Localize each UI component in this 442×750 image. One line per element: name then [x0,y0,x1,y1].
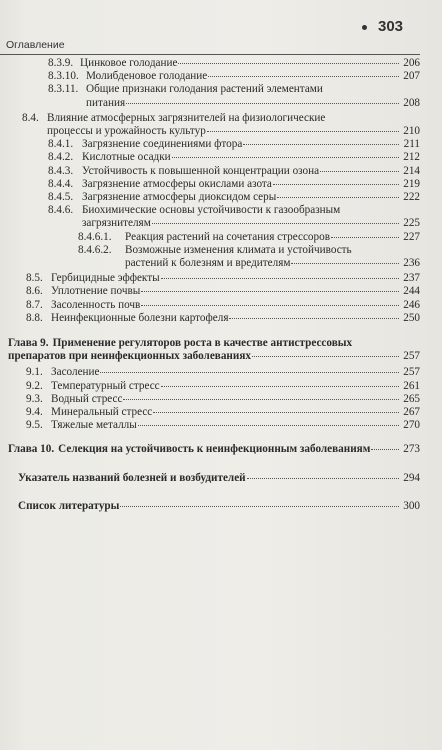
dot-leader [161,385,399,387]
toc-entry-title: Список литературы [18,499,120,512]
toc-entry-page: 214 [403,164,420,177]
toc-entry-title: Возможные изменения климата и устойчивость [125,243,352,256]
toc-entry-number: 8.4. [22,111,39,124]
toc-entry-page: 244 [403,285,420,298]
toc-entry-page: 257 [403,350,420,363]
toc-entry-title-continued: процессы и урожайность культур [47,125,206,138]
toc-entry [0,70,420,83]
dot-leader [141,304,399,306]
toc-entry [0,244,420,270]
dot-leader [291,262,399,264]
table-of-contents [0,57,420,513]
toc-entry-title: Устойчивость к повышенной концентрации озона [82,164,320,177]
toc-entry [0,83,420,109]
toc-entry [0,165,420,178]
toc-entry-number: 8.7. [26,298,43,311]
toc-entry-title: Гербицидные эффекты [51,272,160,285]
toc-entry-page: 250 [403,311,420,324]
toc-entry [0,272,420,285]
toc-entry-page: 227 [403,230,420,243]
dot-leader [208,75,399,77]
toc-entry-title: Кислотные осадки [82,151,171,164]
dot-leader [100,371,399,373]
toc-entry [0,443,420,456]
toc-entry [0,138,420,151]
toc-entry-number: 8.6. [26,285,43,298]
dot-leader [331,236,399,238]
dot-leader [207,130,399,132]
toc-entry-page: 210 [403,125,420,138]
toc-entry [0,204,420,230]
toc-entry [0,191,420,204]
dot-leader [126,102,399,104]
toc-entry-number: 8.4.4. [48,177,74,190]
toc-entry [0,57,420,70]
header-rule [0,54,420,55]
toc-entry [0,419,420,432]
dot-leader [172,156,399,158]
toc-entry [0,380,420,393]
toc-entry-title: Уплотнение почвы [51,285,141,298]
toc-entry-page: 207 [403,70,420,83]
toc-entry-title-continued: растений к болезням и вредителям [125,257,291,270]
toc-entry-title: Применение регуляторов роста в качестве антистрессовых [52,337,353,350]
toc-entry-number: 9.3. [26,392,43,405]
dot-leader [273,183,399,185]
toc-entry-title: Указатель названий болезней и возбудителей [18,471,246,484]
dot-leader [243,143,399,145]
toc-entry-title: Загрязнение соединениями фтора [82,138,243,151]
toc-entry-number: 8.4.5. [48,191,74,204]
toc-entry-title: Цинковое голодание [80,57,178,69]
page-header [0,18,442,51]
toc-entry-number: 8.8. [26,311,43,324]
toc-entry-number: 8.3.11. [48,83,79,96]
toc-entry-page: 267 [403,406,420,419]
toc-entry [0,500,420,513]
toc-entry-page: 208 [403,96,420,109]
dot-leader [229,317,399,319]
toc-entry-number: 8.4.6.2. [78,243,112,256]
toc-entry-title: Неинфекционные болезни картофеля [51,311,229,324]
dot-leader [371,448,399,450]
toc-entry-title: Тяжелые металлы [51,419,137,432]
toc-entry-title-continued: загрязнителям [82,217,151,230]
toc-entry-title: Биохимические основы устойчивости к газообразным [82,204,341,217]
toc-entry-number: Глава 9. [8,337,49,350]
toc-entry-page: 236 [403,257,420,270]
dot-leader [247,477,399,479]
toc-entry-title-continued: питания [86,96,126,109]
dot-leader [123,398,399,400]
toc-entry-number: 8.3.10. [48,70,79,83]
toc-entry [0,151,420,164]
toc-entry-number: 8.4.6. [48,204,74,217]
toc-entry-page: 222 [403,191,420,204]
page-number: 303 [378,18,404,35]
toc-entry [0,472,420,485]
toc-entry-number: 8.4.1. [48,138,74,151]
toc-entry-page: 273 [403,443,420,456]
dot-leader [152,222,399,224]
toc-entry-title: Засоленность почв [51,298,141,311]
toc-entry-number: Глава 10. [8,443,55,456]
dot-leader [153,411,399,413]
toc-entry-page: 212 [403,151,420,164]
dot-leader [320,170,399,172]
toc-entry-page: 219 [403,177,420,190]
toc-entry-page: 261 [403,379,420,392]
toc-entry [0,337,420,363]
toc-entry-number: 9.1. [26,366,43,379]
toc-entry-number: 9.4. [26,406,43,419]
dot-leader [277,196,399,198]
toc-entry-title: Селекция на устойчивость к неинфекционным заболеваниям [58,443,371,456]
toc-entry-page: 211 [403,138,420,151]
toc-entry-number: 8.4.3. [48,164,74,177]
bullet-dot-icon [362,25,367,30]
toc-entry-page: 294 [403,471,420,484]
toc-entry-page: 265 [403,392,420,405]
toc-entry-page: 237 [403,272,420,285]
toc-entry [0,366,420,379]
dot-leader [120,505,399,507]
toc-entry [0,406,420,419]
dot-leader [178,62,399,64]
toc-entry-number: 8.4.2. [48,151,74,164]
toc-entry-page: 206 [403,57,420,69]
toc-entry-page: 270 [403,419,420,432]
toc-entry-title: Температурный стресс [51,379,160,392]
toc-entry-page: 257 [403,366,420,379]
toc-entry-page: 246 [403,298,420,311]
toc-entry-title: Водный стресс [51,392,123,405]
dot-leader [138,424,399,426]
toc-entry-number: 8.4.6.1. [78,230,112,243]
toc-entry-title: Влияние атмосферных загрязнителей на физиологические [47,111,326,124]
toc-entry-number: 8.3.9. [48,57,74,69]
toc-entry-page: 225 [403,217,420,230]
dot-leader [252,355,399,357]
toc-entry-title: Молибденовое голодание [86,70,208,83]
dot-leader [161,277,399,279]
toc-entry-page: 300 [403,499,420,512]
toc-entry [0,299,420,312]
toc-entry [0,393,420,406]
toc-entry-title: Загрязнение атмосферы диоксидом серы [82,191,277,204]
toc-entry-title-continued: препаратов при неинфекционных заболеваниях [8,350,251,363]
running-title: Оглавление [6,39,65,51]
dot-leader [141,290,399,292]
toc-entry [0,285,420,298]
toc-entry-title: Засоление [51,366,100,379]
toc-entry-number: 9.5. [26,419,43,432]
toc-entry-number: 8.5. [26,272,43,285]
toc-entry [0,231,420,244]
toc-entry-title: Минеральный стресс [51,406,153,419]
toc-entry [0,178,420,191]
toc-entry-title: Общие признаки голодания растений элементами [86,83,323,96]
toc-entry [0,112,420,138]
toc-entry [0,312,420,325]
toc-entry-title: Загрязнение атмосферы окислами азота [82,177,272,190]
toc-entry-title: Реакция растений на сочетания стрессоров [125,230,330,243]
toc-entry-number: 9.2. [26,379,43,392]
